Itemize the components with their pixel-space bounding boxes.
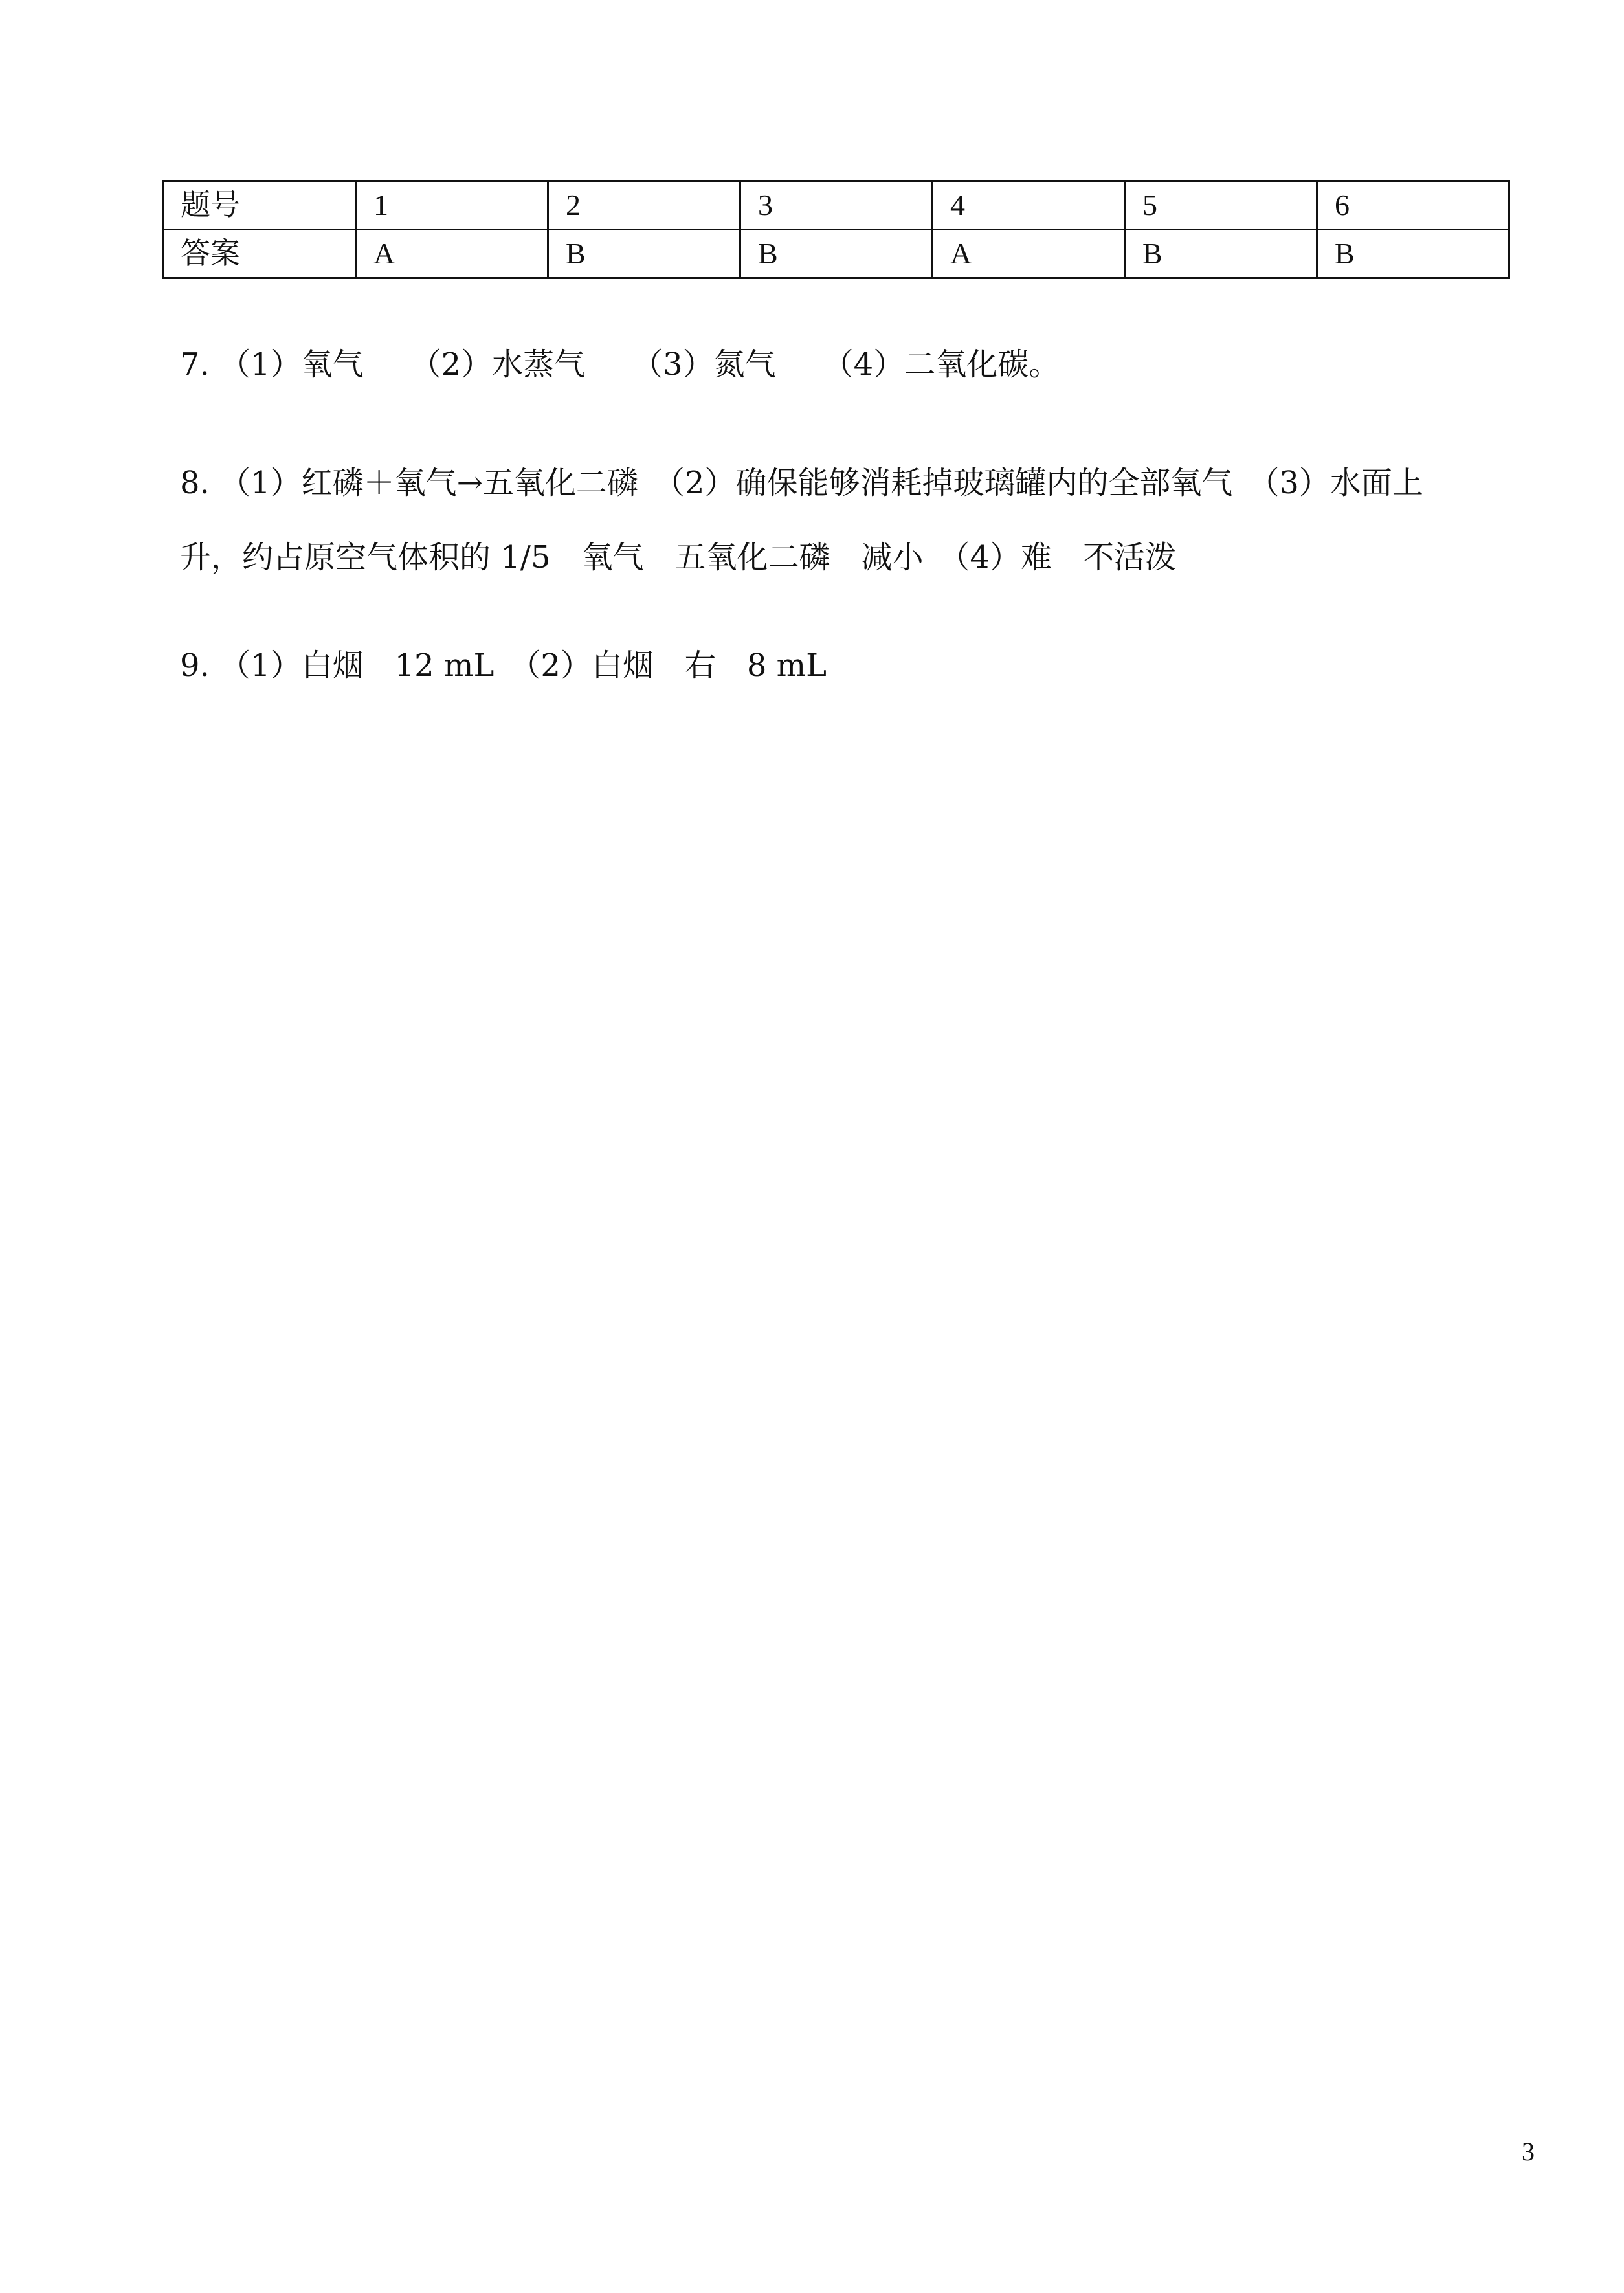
table-cell-number: 4 [933, 181, 1125, 230]
table-cell-answer: A [933, 230, 1125, 278]
answer-q8-line2: 升，约占原空气体积的 1/5 氧气 五氧化二磷 减小 （4）难 不活泼 [180, 539, 1177, 576]
page-number: 3 [1522, 2137, 1535, 2166]
table-cell-number: 2 [548, 181, 740, 230]
table-answer-label: 答案 [163, 230, 356, 278]
table-cell-number: 1 [356, 181, 548, 230]
answer-q9: 9. （1）白烟 12 mL （2）白烟 右 8 mL [180, 647, 827, 684]
answer-q8-line1: 8. （1）红磷＋氧气→五氧化二磷 （2）确保能够消耗掉玻璃罐内的全部氧气 （3）水面上 [180, 465, 1423, 501]
table-row-answers [163, 230, 1509, 278]
table-cell-answer: B [548, 230, 740, 278]
table-cell-number: 3 [740, 181, 933, 230]
table-cell-number: 6 [1317, 181, 1509, 230]
table-cell-answer: B [1125, 230, 1317, 278]
table-cell-number: 5 [1125, 181, 1317, 230]
answer-q7: 7. （1）氧气 （2）水蒸气 （3）氮气 （4）二氧化碳。 [180, 346, 1060, 383]
table-cell-answer: B [1317, 230, 1509, 278]
answer-table [162, 180, 1510, 279]
table-cell-answer: A [356, 230, 548, 278]
table-header-label: 题号 [163, 181, 356, 230]
table-row-question-numbers [163, 181, 1509, 230]
table-cell-answer: B [740, 230, 933, 278]
